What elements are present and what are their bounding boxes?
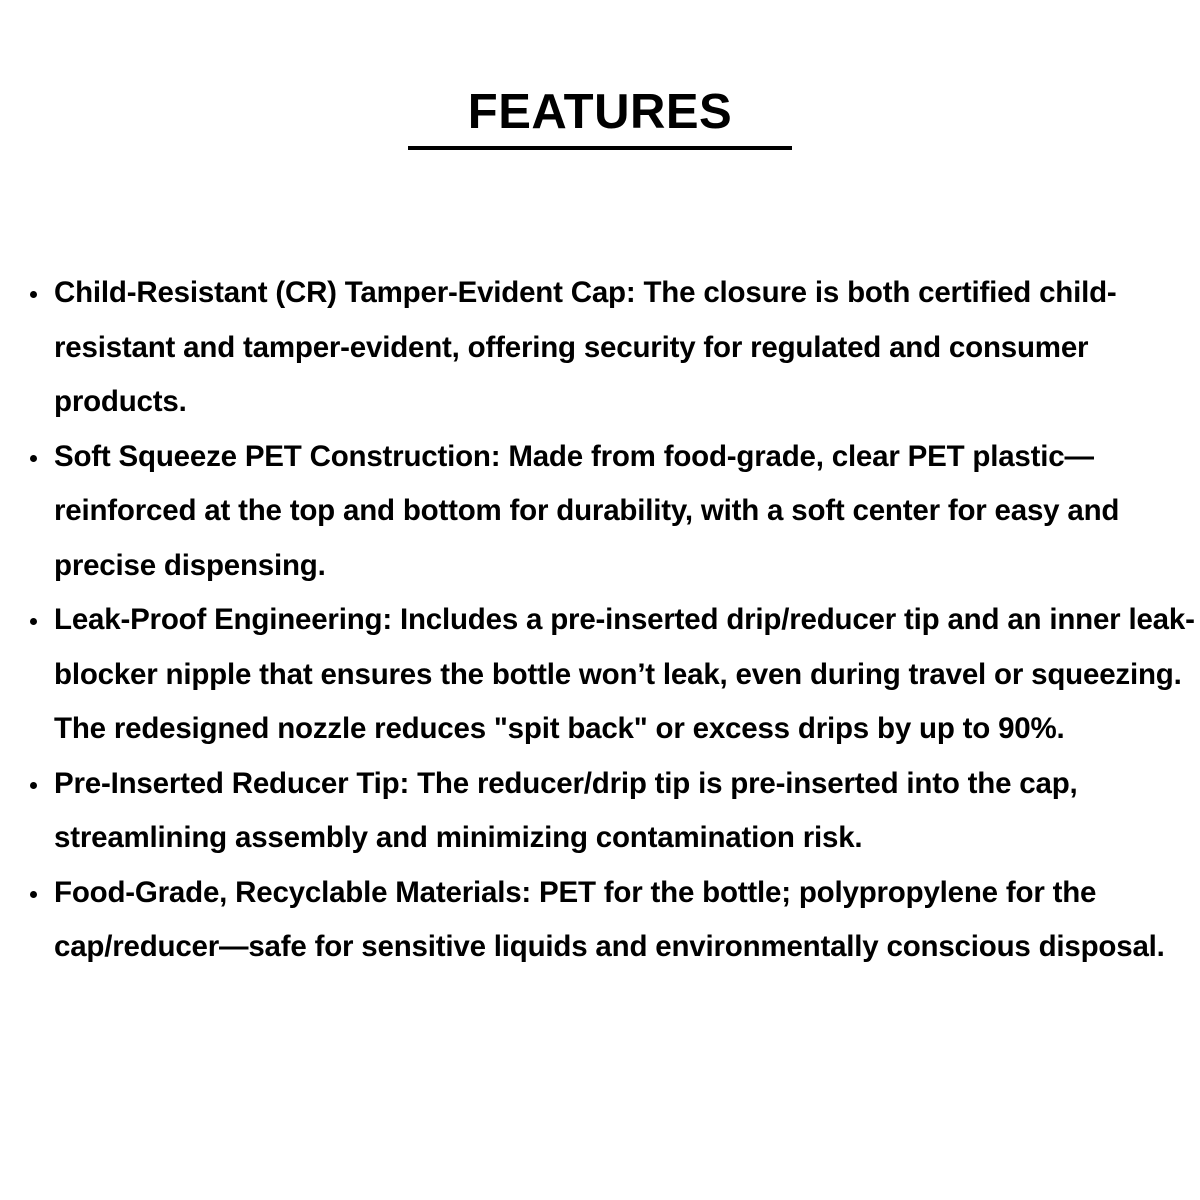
feature-text: Leak-Proof Engineering: Includes a pre-inserted drip/reducer tip and an inner leak-blocker nipple that ensures the bottle won’t leak, even during travel or squeezing. The redesigned nozzle reduces "spit back" or excess drips by up to 90%. bbox=[54, 603, 1195, 745]
page-title: FEATURES bbox=[467, 85, 733, 139]
feature-text: Child-Resistant (CR) Tamper-Evident Cap: The closure is both certified child-resistant and tamper-evident, offering security for regulated and consumer products. bbox=[54, 276, 1117, 418]
feature-text: Food-Grade, Recyclable Materials: PET for the bottle; polypropylene for the cap/reducer—safe for sensitive liquids and environmentally conscious disposal. bbox=[54, 875, 1165, 963]
feature-item-reducer-tip bbox=[0, 757, 1200, 866]
features-list bbox=[0, 266, 1200, 975]
feature-text: Pre-Inserted Reducer Tip: The reducer/drip tip is pre-inserted into the cap, streamlining assembly and minimizing contamination risk. bbox=[54, 766, 1078, 854]
bullet-icon bbox=[30, 618, 37, 625]
bullet-icon bbox=[30, 291, 37, 298]
feature-text: Soft Squeeze PET Construction: Made from food-grade, clear PET plastic—reinforced at the top and bottom for durability, with a soft center for easy and precise dispensing. bbox=[54, 439, 1120, 582]
feature-item-leak-proof bbox=[0, 593, 1200, 757]
feature-item-recyclable-materials bbox=[0, 866, 1200, 975]
feature-item-child-resistant-cap bbox=[0, 266, 1200, 430]
bullet-icon bbox=[30, 782, 37, 789]
title-underline-divider bbox=[408, 146, 792, 150]
bullet-icon bbox=[30, 891, 37, 898]
feature-item-soft-squeeze-pet bbox=[0, 430, 1200, 594]
bullet-icon bbox=[30, 455, 37, 462]
